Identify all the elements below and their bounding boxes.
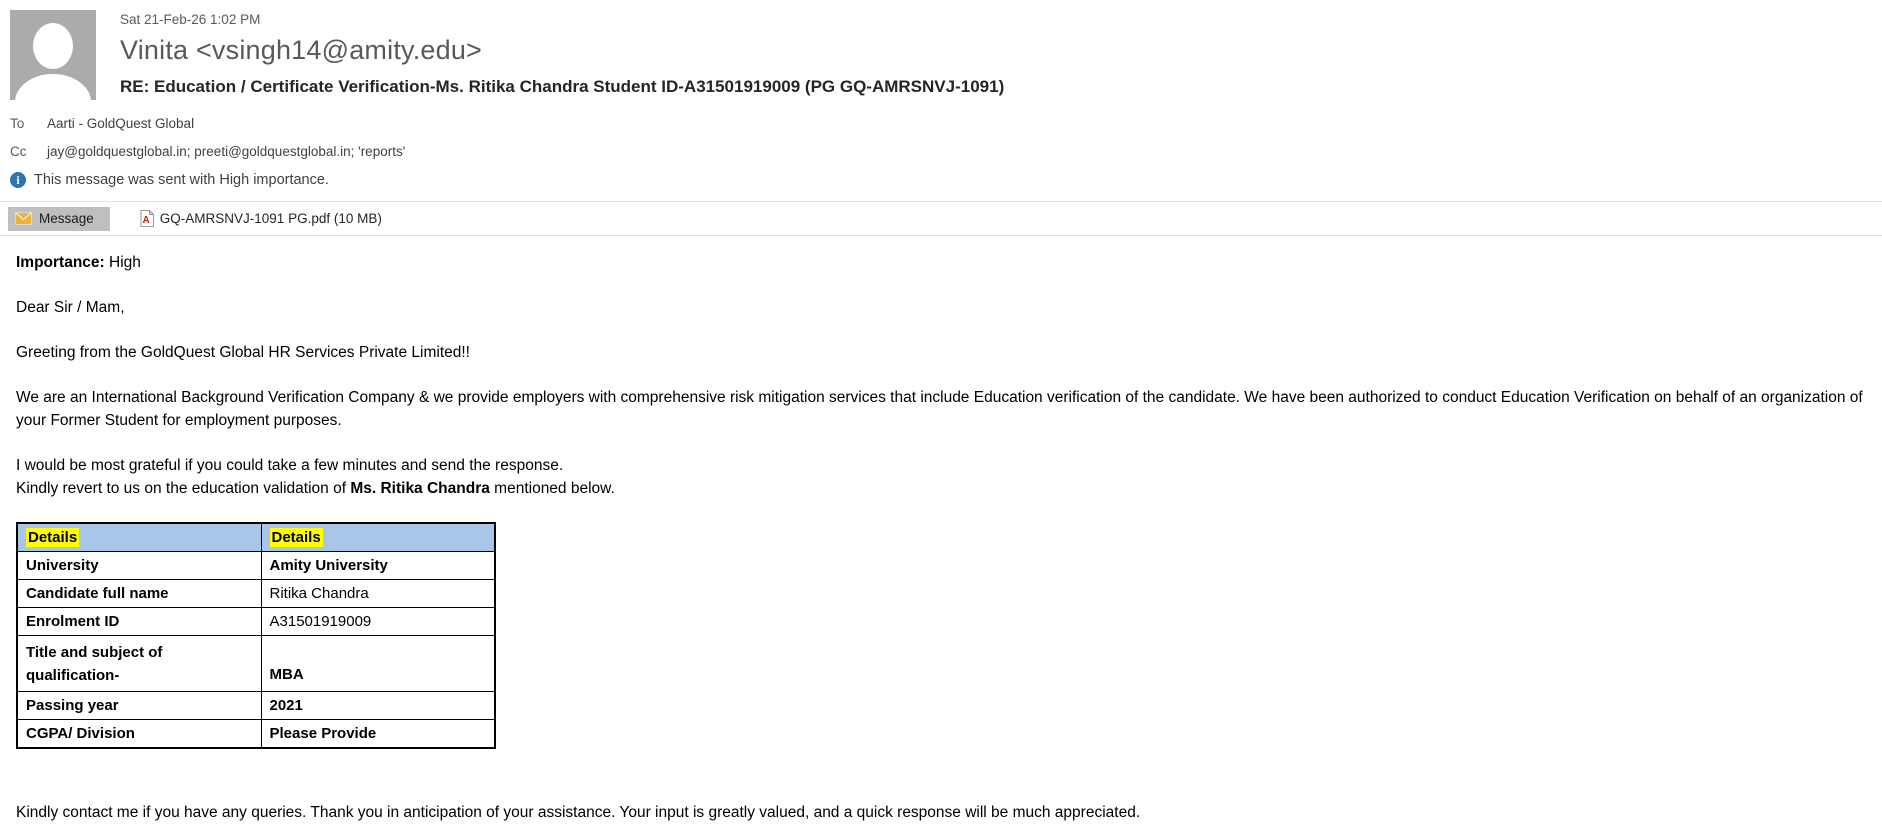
message-subject: RE: Education / Certificate Verification-Ms. Ritika Chandra Student ID-A31501919009 (PG GQ-AMRSNVJ-1091) bbox=[120, 77, 1005, 96]
to-recipient[interactable]: Aarti - GoldQuest Global bbox=[47, 116, 195, 131]
table-row bbox=[17, 552, 495, 580]
table-row bbox=[17, 692, 495, 720]
detail-value-cell: 2021 bbox=[261, 692, 495, 720]
details-header-label-2: Details bbox=[271, 529, 321, 546]
salutation: Dear Sir / Mam, bbox=[16, 299, 125, 316]
sender-address[interactable]: Vinita <vsingh14@amity.edu> bbox=[120, 35, 483, 65]
detail-value-cell: A31501919009 bbox=[261, 608, 495, 636]
svg-text:A: A bbox=[142, 215, 150, 226]
request-line-2-prefix: Kindly revert to us on the education validation of bbox=[16, 480, 351, 497]
envelope-icon bbox=[15, 212, 32, 225]
attachment-item[interactable] bbox=[140, 210, 382, 227]
detail-label-cell: Passing year bbox=[17, 692, 261, 720]
to-label: To bbox=[10, 116, 25, 131]
request-line-2-suffix: mentioned below. bbox=[489, 480, 615, 497]
detail-label-cell: Title and subject of qualification- bbox=[17, 636, 261, 692]
to-row bbox=[10, 116, 1882, 132]
table-row bbox=[17, 720, 495, 749]
table-row bbox=[17, 608, 495, 636]
info-icon: i bbox=[10, 172, 26, 188]
detail-label-cell: Candidate full name bbox=[17, 580, 261, 608]
detail-value-cell: Amity University bbox=[261, 552, 495, 580]
importance-field-value: High bbox=[104, 254, 141, 271]
detail-label-cell: CGPA/ Division bbox=[17, 720, 261, 749]
request-block bbox=[16, 454, 1866, 500]
greeting-line: Greeting from the GoldQuest Global HR Services Private Limited!! bbox=[16, 344, 470, 361]
email-body bbox=[0, 236, 1882, 824]
importance-banner bbox=[10, 172, 1882, 188]
details-header-cell-2 bbox=[261, 523, 495, 552]
details-header-cell-1 bbox=[17, 523, 261, 552]
message-date: Sat 21-Feb-26 1:02 PM bbox=[120, 12, 261, 27]
importance-line bbox=[16, 251, 1866, 274]
avatar-person-icon bbox=[33, 23, 73, 69]
importance-notice: This message was sent with High importance. bbox=[34, 172, 329, 188]
details-table bbox=[16, 522, 496, 749]
pdf-file-icon bbox=[140, 210, 154, 227]
detail-label-cell: Enrolment ID bbox=[17, 608, 261, 636]
table-row bbox=[17, 580, 495, 608]
detail-value-cell: Please Provide bbox=[261, 720, 495, 749]
sender-avatar bbox=[10, 10, 96, 100]
importance-field-label: Importance: bbox=[16, 254, 105, 271]
candidate-name-bold: Ms. Ritika Chandra bbox=[350, 480, 490, 497]
attachment-name: GQ-AMRSNVJ-1091 PG.pdf (10 MB) bbox=[159, 211, 382, 226]
cc-row bbox=[10, 144, 1882, 160]
closing-paragraph: Kindly contact me if you have any queries. Thank you in anticipation of your assistance. Your input is greatly valued, and a quick response will be much appreciated. bbox=[16, 804, 1141, 821]
message-tab-label: Message bbox=[39, 211, 94, 226]
cc-label: Cc bbox=[10, 144, 27, 159]
request-line-2 bbox=[16, 477, 1866, 500]
avatar-person-shoulders bbox=[15, 74, 91, 100]
message-tab[interactable] bbox=[8, 207, 110, 231]
cc-recipients[interactable]: jay@goldquestglobal.in; preeti@goldquestglobal.in; 'reports' bbox=[47, 144, 406, 159]
detail-label-cell: University bbox=[17, 552, 261, 580]
email-header bbox=[0, 0, 1882, 188]
request-line-1: I would be most grateful if you could take a few minutes and send the response. bbox=[16, 457, 564, 474]
intro-paragraph: We are an International Background Verification Company & we provide employers with comprehensive risk mitigation services that include Education verification of the candidate. We have been authorized to conduct Education Verification on behalf of an organization of your Former Student for employment purposes. bbox=[16, 389, 1863, 429]
details-header-label-1: Details bbox=[28, 529, 78, 546]
table-row bbox=[17, 636, 495, 692]
details-table-header-row bbox=[17, 523, 495, 552]
attachment-bar bbox=[0, 202, 1882, 235]
detail-value-cell: MBA bbox=[261, 636, 495, 692]
detail-value-cell: Ritika Chandra bbox=[261, 580, 495, 608]
